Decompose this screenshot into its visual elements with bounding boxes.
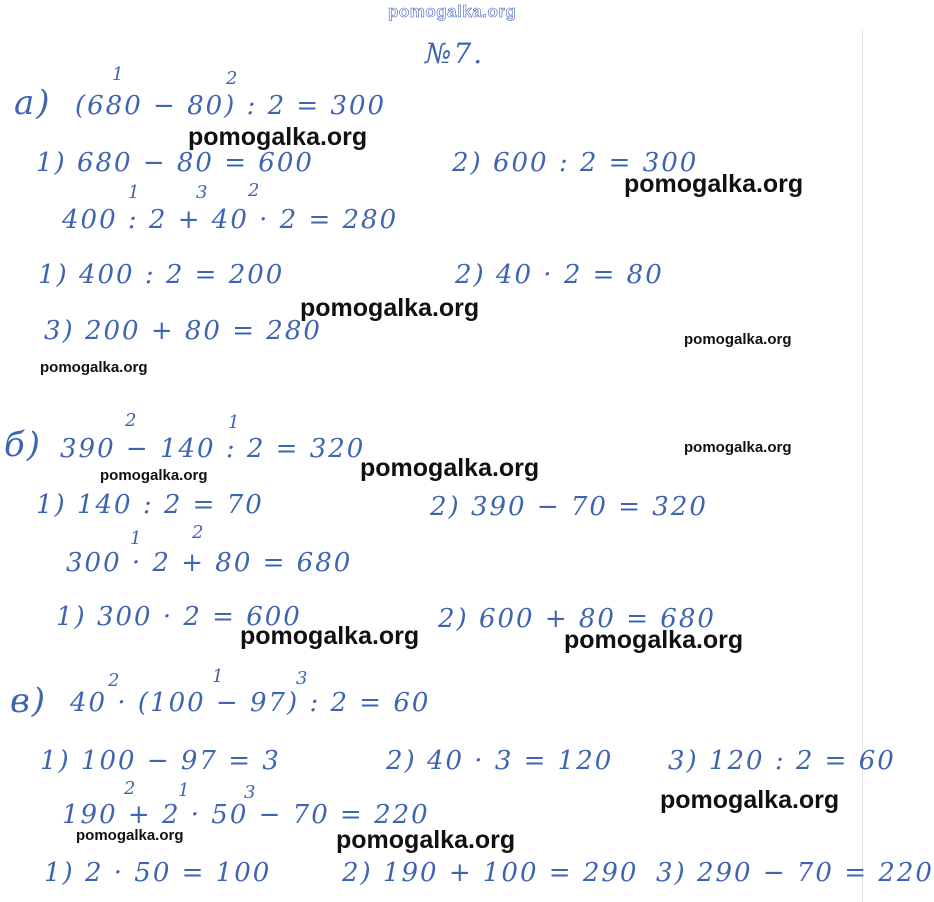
- watermark: pomogalka.org: [300, 294, 480, 322]
- part-a-expr1-order-2: 2: [226, 68, 240, 89]
- part-b-expr2-order-2: 2: [192, 522, 206, 543]
- part-a-expr2-step-2: 2) 40 · 2 = 80: [455, 260, 664, 290]
- part-b-letter: б): [4, 425, 43, 465]
- part-c-expr1-step-2: 2) 40 · 3 = 120: [386, 746, 614, 776]
- part-c-expr2-order-1: 1: [178, 780, 192, 801]
- watermark: pomogalka.org: [240, 622, 420, 650]
- part-c-expr1-order-2: 2: [108, 670, 122, 691]
- part-c-letter: в): [10, 681, 48, 721]
- watermark: pomogalka.org: [624, 170, 804, 198]
- watermark: pomogalka.org: [100, 467, 208, 484]
- part-c-expr2-step-3: 3) 290 − 70 = 220: [656, 858, 934, 888]
- part-c-expr1-order-1: 1: [212, 666, 226, 687]
- part-a-expression-1: (680 − 80) : 2 = 300: [75, 91, 387, 121]
- part-c-expression-2: 190 + 2 · 50 − 70 = 220: [62, 800, 430, 830]
- exercise-number: №7.: [425, 37, 485, 70]
- part-b-expr2-order-1: 1: [130, 528, 144, 549]
- part-c-expr2-order-2: 2: [124, 778, 138, 799]
- part-a-expr2-step-3: 3) 200 + 80 = 280: [44, 316, 322, 346]
- part-b-expr1-step-1: 1) 140 : 2 = 70: [36, 490, 264, 520]
- part-c-expr2-step-2: 2) 190 + 100 = 290: [342, 858, 639, 888]
- watermark: pomogalka.org: [660, 786, 840, 814]
- header-site-logo: pomogalka.org: [388, 2, 517, 21]
- part-c-expression-1: 40 · (100 − 97) : 2 = 60: [70, 688, 431, 718]
- part-a-expr2-order-1: 1: [128, 182, 142, 203]
- part-a-expr1-step-2: 2) 600 : 2 = 300: [452, 148, 699, 178]
- part-b-expr1-order-1: 1: [228, 412, 242, 433]
- watermark: pomogalka.org: [188, 123, 368, 151]
- part-a-expr2-step-1: 1) 400 : 2 = 200: [38, 260, 285, 290]
- part-b-expression-2: 300 · 2 + 80 = 680: [66, 548, 353, 578]
- part-c-expr1-order-3: 3: [296, 668, 310, 689]
- part-c-expr1-step-1: 1) 100 − 97 = 3: [40, 746, 281, 776]
- part-b-expr2-step-1: 1) 300 · 2 = 600: [56, 602, 302, 632]
- part-c-expr1-step-3: 3) 120 : 2 = 60: [668, 746, 896, 776]
- watermark: pomogalka.org: [336, 826, 516, 854]
- part-a-letter: а): [14, 83, 52, 123]
- watermark: pomogalka.org: [40, 359, 148, 376]
- watermark: pomogalka.org: [564, 626, 744, 654]
- watermark: pomogalka.org: [684, 331, 792, 348]
- watermark: pomogalka.org: [684, 439, 792, 456]
- part-a-expr2-order-3: 3: [196, 182, 210, 203]
- part-a-expr1-order-1: 1: [112, 64, 126, 85]
- part-a-expression-2: 400 : 2 + 40 · 2 = 280: [62, 205, 399, 235]
- part-a-expr1-step-1: 1) 680 − 80 = 600: [36, 148, 314, 178]
- part-b-expr1-order-2: 2: [125, 410, 139, 431]
- part-b-expr1-step-2: 2) 390 − 70 = 320: [430, 492, 708, 522]
- part-b-expression-1: 390 − 140 : 2 = 320: [60, 434, 366, 464]
- watermark: pomogalka.org: [76, 827, 184, 844]
- watermark: pomogalka.org: [360, 454, 540, 482]
- part-b-expr2-step-2: 2) 600 + 80 = 680: [438, 604, 716, 634]
- part-a-expr2-order-2: 2: [248, 180, 262, 201]
- part-c-expr2-order-3: 3: [244, 782, 258, 803]
- part-c-expr2-step-1: 1) 2 · 50 = 100: [44, 858, 272, 888]
